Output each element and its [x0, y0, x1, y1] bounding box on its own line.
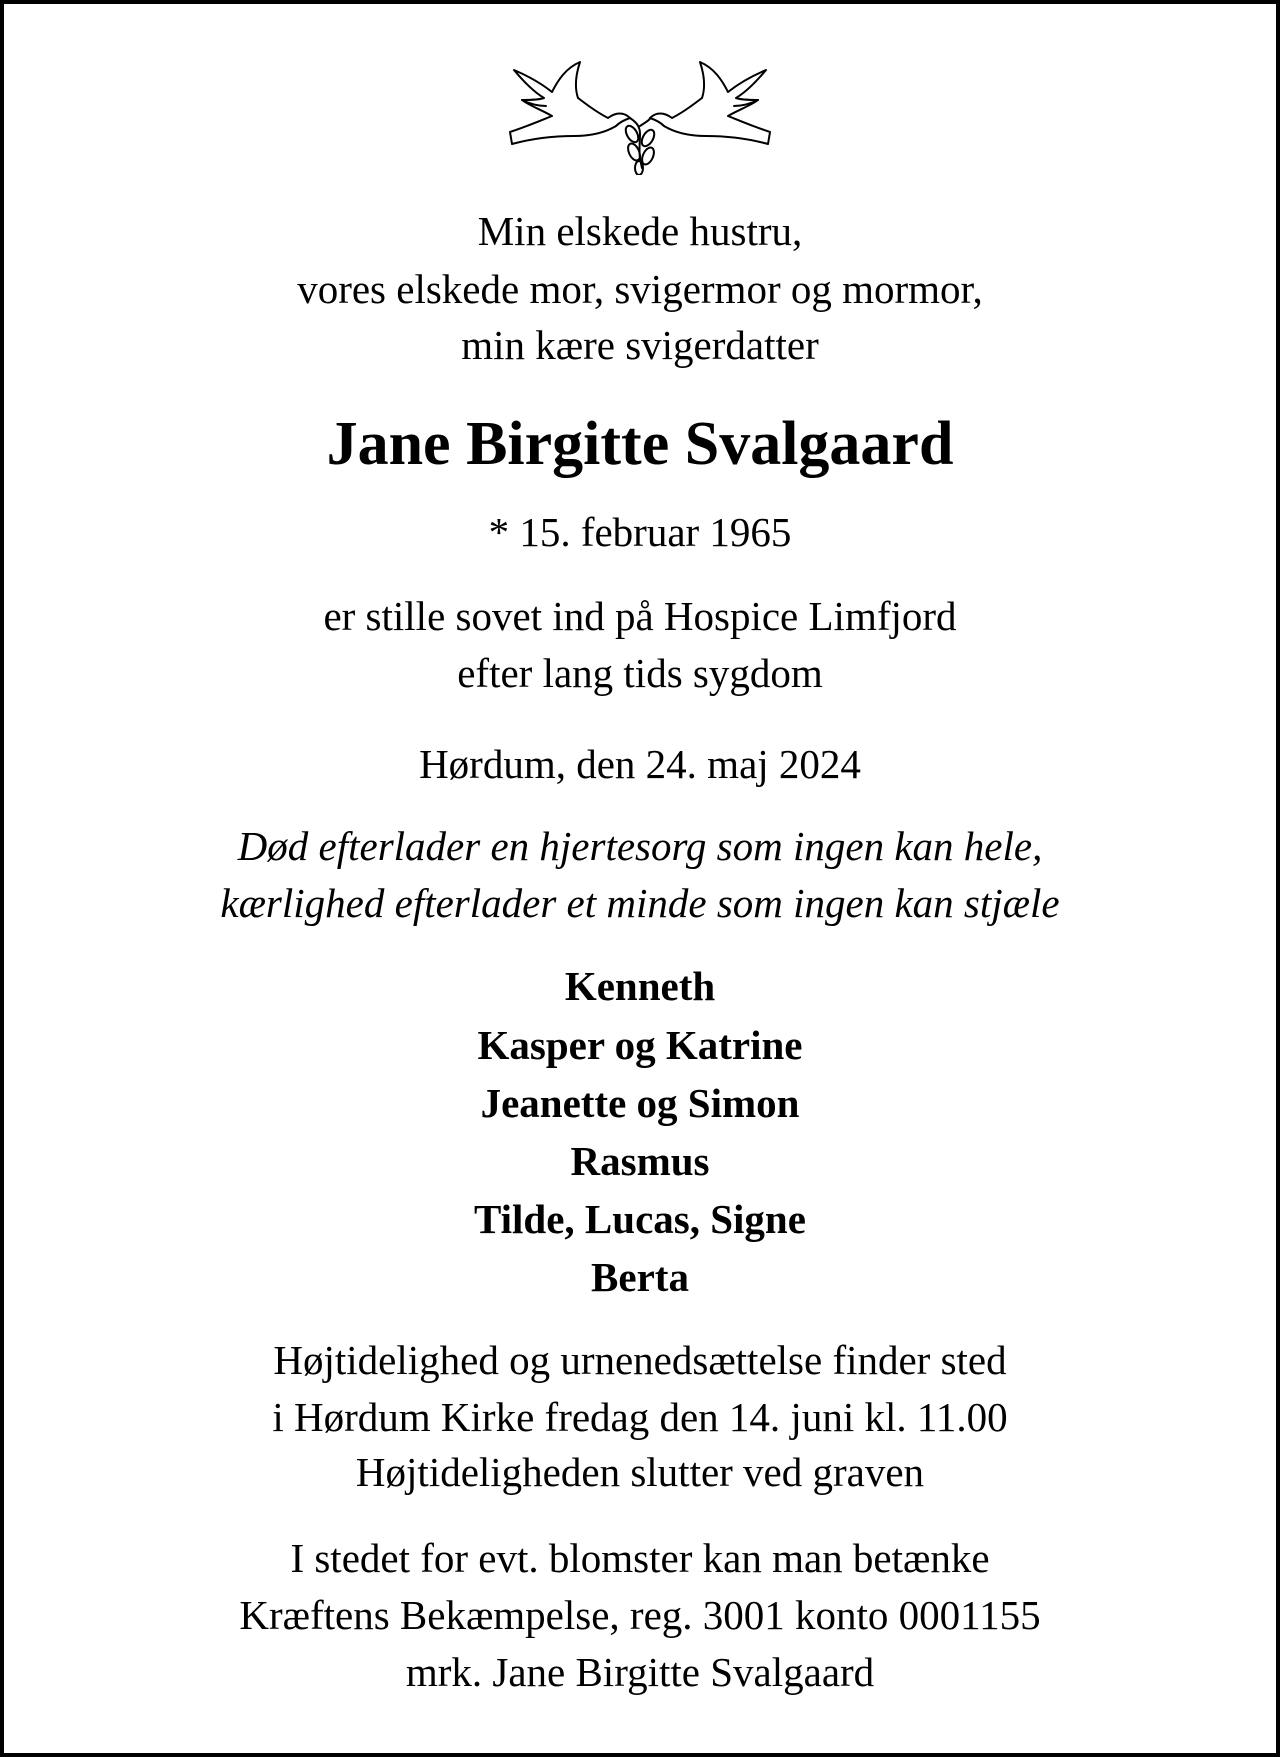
birth-date: * 15. februar 1965	[488, 509, 792, 555]
deceased-name: Jane Birgitte Svalgaard	[326, 410, 954, 478]
intro-line-1: Min elskede hustru,	[477, 208, 803, 254]
family-member: Kasper og Katrine	[477, 1022, 803, 1068]
ceremony-line-2: i Hørdum Kirke fredag den 14. juni kl. 11.00	[272, 1394, 1008, 1440]
doves-with-olive-branch-icon	[508, 60, 772, 175]
verse-line-1: Død efterlader en hjertesorg som ingen kan hele,	[237, 823, 1043, 869]
donation-line-3: mrk. Jane Birgitte Svalgaard	[405, 1649, 875, 1695]
family-member: Kenneth	[564, 963, 716, 1009]
family-member: Jeanette og Simon	[480, 1080, 800, 1126]
family-member: Rasmus	[570, 1138, 710, 1184]
family-member: Tilde, Lucas, Signe	[474, 1196, 806, 1242]
donation-line-1: I stedet for evt. blomster kan man betænke	[290, 1535, 990, 1581]
ceremony-line-3: Højtideligheden slutter ved graven	[355, 1449, 925, 1495]
death-line-2: efter lang tids sygdom	[457, 650, 823, 696]
intro-line-2: vores elskede mor, svigermor og mormor,	[297, 266, 983, 312]
ceremony-line-1: Højtidelighed og urnenedsættelse finder sted	[273, 1337, 1007, 1383]
place-and-date: Hørdum, den 24. maj 2024	[419, 741, 861, 787]
donation-line-2: Kræftens Bekæmpelse, reg. 3001 konto 0001155	[239, 1592, 1041, 1638]
death-line-1: er stille sovet ind på Hospice Limfjord	[323, 593, 957, 639]
family-member: Berta	[591, 1254, 689, 1300]
intro-line-3: min kære svigerdatter	[461, 322, 819, 368]
verse-line-2: kærlighed efterlader et minde som ingen kan stjæle	[220, 880, 1060, 926]
